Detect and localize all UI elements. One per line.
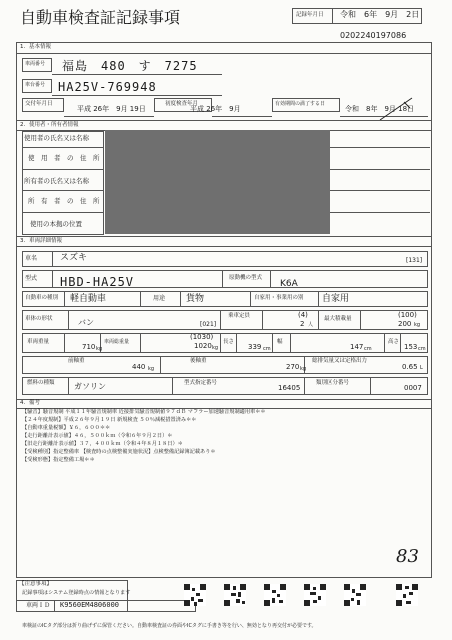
note-line: 【受検形態】指定整備工場＊＊: [22, 457, 95, 463]
user-address-label: 使 用 者 の 住 所: [28, 154, 100, 162]
section-owner-title: 2．使用者・所有者情報: [20, 122, 79, 128]
displacement-value: 0.65: [402, 363, 418, 371]
gross-unit: kg: [212, 345, 219, 351]
note-line: 【自動車重量税額】￥６，６００＊＊: [22, 425, 111, 431]
weight-unit: kg: [96, 346, 103, 352]
maker-value: スズキ: [60, 253, 88, 263]
base-location-label: 使用の本拠の位置: [30, 220, 82, 228]
body-value: バン: [78, 318, 94, 327]
kind-label: 自動車の種別: [25, 295, 59, 301]
qr-code-icon: [184, 584, 206, 606]
record-date-value: 令和 6年 9月 2日: [340, 10, 420, 19]
vehicle-id-value: K9560EM4806000: [60, 601, 120, 609]
capacity-value-2: 2: [300, 320, 305, 328]
front-axle-unit: kg: [148, 366, 155, 372]
length-label: 長さ: [223, 339, 235, 345]
reg-no-value: 福島 480 す 7275: [62, 59, 198, 73]
redacted-owner-info: [105, 130, 330, 234]
notice-title: 【注意事項】: [19, 581, 53, 587]
first-reg-value: 平成 26年 9月: [190, 105, 241, 113]
model-label: 型式: [25, 275, 38, 282]
maker-code: [131]: [406, 257, 423, 264]
weight-value: 710: [82, 343, 96, 351]
gross-value-2: 1020: [194, 342, 212, 350]
kind-value: 軽自動車: [70, 294, 107, 304]
note-line: 【２４年度規制】平成２６年９月１９日 新規検査 ５０％減税措置済み＊＊: [22, 417, 197, 423]
expiry-value: 令和 8年 9月 18日: [345, 105, 415, 113]
expiry-label: 有効期間の満了する日: [275, 101, 326, 107]
handwritten-number: 83: [396, 546, 419, 567]
rear-axle-unit: kg: [300, 366, 307, 372]
use-label: 用途: [153, 295, 166, 302]
document-title: 自動車検査証記録事項: [20, 8, 181, 27]
gross-value-1: (1030): [190, 333, 214, 341]
note-line: 【受検種別】指定整備車 【検査時の点検整備実施状況】点検整備記録簿記載あり＊: [22, 449, 216, 455]
qr-code-icon: [344, 584, 366, 606]
engine-label: 原動機の型式: [229, 275, 263, 281]
private-label: 自家用・事業用の別: [254, 295, 304, 301]
issue-date-label: 交付年月日: [25, 101, 53, 107]
first-reg-label: 初度検査年月: [165, 101, 199, 107]
chassis-label: 車台番号: [25, 82, 46, 88]
displacement-unit: L: [420, 365, 423, 371]
footer-note: 車検証のICタグ部分は折り曲げずに保管ください。自動車検査証の券面やICタグに手書き等を行い、無効となり再交付が必要です。: [22, 623, 317, 629]
note-line: 【騒音】騒音規制 平成１１年騒音規制車 近接排気騒音規制値９７ｄＢ マフラー加速騒音規制適用車＊＊: [22, 409, 266, 415]
width-value: 147: [350, 343, 364, 351]
maxload-value-1: (100): [398, 311, 417, 319]
maxload-unit: kg: [414, 322, 421, 328]
owner-name-label: 所有者の氏名又は名称: [24, 177, 89, 185]
qr-code-icon: [264, 584, 286, 606]
capacity-label: 乗車定員: [228, 313, 251, 319]
reg-no-label: 車両番号: [25, 61, 46, 67]
front-axle-value: 440: [132, 363, 146, 371]
issue-date-value: 平成 26年 9月 19日: [77, 105, 146, 113]
maxload-value-2: 200: [398, 320, 412, 328]
gross-label: 車両総重量: [104, 339, 130, 345]
body-code: [021]: [200, 321, 217, 328]
fuel-label: 燃料の種類: [27, 380, 55, 386]
capacity-unit: 人: [308, 322, 314, 328]
maker-label: 車名: [25, 255, 38, 262]
section-vehicle-title: 3．車両詳細情報: [20, 238, 62, 244]
qr-code-icon: [304, 584, 326, 606]
weight-label: 車両重量: [27, 339, 50, 345]
use-value: 貨物: [186, 294, 205, 304]
note-line: 【旧走行距離計表示値】３７，４００ｋｍ（令和４年８月１８日）＊: [22, 441, 183, 447]
type-no-label: 型式指定番号: [184, 380, 218, 386]
height-value: 153: [404, 343, 418, 351]
type-no-value: 16405: [278, 384, 301, 392]
model-value: HBD-HA25V: [60, 275, 135, 289]
displacement-label: 総排気量又は定格出力: [312, 358, 368, 364]
owner-address-label: 所 有 者 の 住 所: [28, 197, 100, 205]
class-no-label: 類別区分番号: [316, 380, 350, 386]
record-date-label: 記録年月日: [296, 12, 324, 18]
front-axle-label: 前軸重: [68, 358, 85, 364]
body-label: 車体の形状: [25, 316, 53, 322]
length-unit: cm: [263, 346, 271, 352]
user-name-label: 使用者の氏名又は名称: [24, 134, 89, 142]
qr-code-icon: [224, 584, 246, 606]
capacity-value-1: (4): [298, 311, 308, 319]
note-line: 【走行距離計表示値】４６，５００ｋｍ（令和６年９月２日）＊: [22, 433, 173, 439]
section-basic-title: 1．基本情報: [20, 44, 51, 50]
fuel-value: ガソリン: [74, 382, 106, 391]
qr-code-icon: [396, 584, 418, 606]
maxload-label: 最大積載量: [324, 316, 352, 322]
class-no-value: 0007: [404, 384, 422, 392]
height-label: 高さ: [388, 339, 400, 345]
document-number: 0202240197086: [340, 31, 407, 40]
rear-axle-value: 270: [286, 363, 300, 371]
notice-text: 記録事項はシステム登録時点の情報となります: [22, 590, 131, 596]
length-value: 339: [248, 343, 262, 351]
width-label: 幅: [277, 339, 283, 345]
chassis-value: HA25V-769948: [58, 80, 157, 94]
rear-axle-label: 後軸重: [190, 358, 207, 364]
section-notes-title: 4．備考: [20, 400, 40, 406]
engine-value: K6A: [280, 279, 298, 289]
height-unit: cm: [418, 346, 426, 352]
vehicle-id-label: 車両ＩＤ: [26, 602, 51, 609]
private-value: 自家用: [322, 294, 350, 304]
width-unit: cm: [364, 346, 372, 352]
